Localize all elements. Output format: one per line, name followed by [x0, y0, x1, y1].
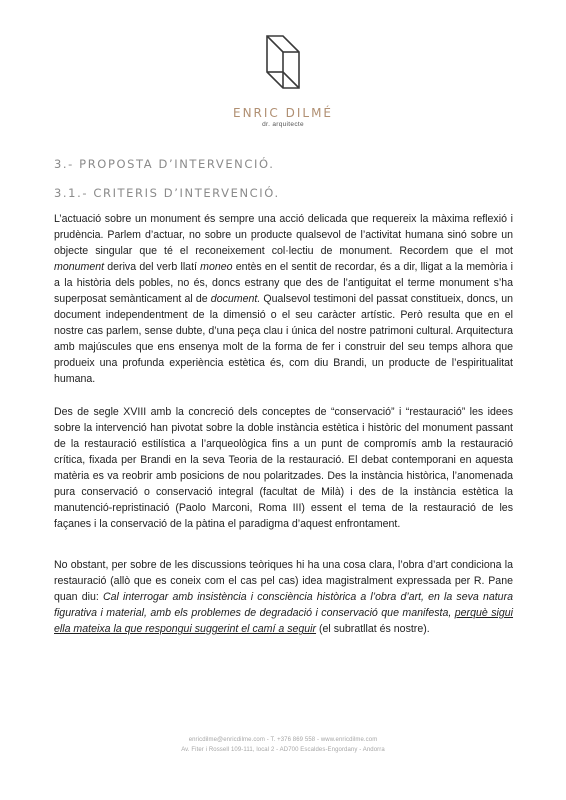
brand-subtitle: dr. arquitecte	[262, 121, 304, 128]
subsection-heading: 3.1.- CRITERIS D’INTERVENCIÓ.	[54, 186, 280, 200]
letterhead	[0, 34, 566, 128]
emphasis-monument: monument	[54, 261, 105, 274]
quote-text: Cal interrogar amb insistència i consciència històrica a l’obra d’art, en la seva natura figurativa i material, amb els problemes de degradació i conservació que manifesta,	[54, 591, 513, 620]
paragraph-monument: L’actuació sobre un monument és sempre una acció delicada que requereix la màxima reflexió i prudència. Parlem d’actuar, no sobre un producte qualsevol de l’activitat humana sinó sobre un objecte singular que té el reconeixement col·lectiu de monument. Recordem que el mot monument deriva del verb llatí moneo entès en el sentit de recordar, és a dir, lligat a la memòria i a la història dels pobles, no és, doncs estrany que des de l’antiguitat el terme monument s’ha superposat semànticament al de document. Qualsevol testimoni del passat constitueix, doncs, un document independentment de la dimensió o el seu caràcter artístic. Però resulta que en el nostre cas parlem, sense dubte, d’una peça clau i única del nostre patrimoni cultural. Arquitectura amb majúscules que ens ensenya molt de la forma de fer i construir del seu temps alhora que produeix una profunda experiència estètica és, com diu Brandi, un producte de l’espiritualitat humana.	[54, 213, 513, 386]
footer-address: Av. Fiter i Rossell 109-111, local 2 - AD700 Escaldes-Engordany - Andorra	[181, 747, 385, 753]
emphasis-moneo: moneo	[200, 261, 233, 274]
paragraph-history: Des de segle XVIII amb la concreció dels conceptes de “conservació” i “restauració” les idees sobre la intervenció han pivotat sobre la doble instància estètica i històric del monument passant de la restauració estilística a l’arqueològica fins a un punt de compromís amb la restauració crítica, fixada per Brandi en la seva Teoria de la restauració. El debat contemporani en aquesta matèria es va reobrir amb posicions de nou polaritzades. Des la instància històrica, l’anomenada pura conservació o conservació integral (facultat de Milà) i des de la instància estètica la manutenció-repristinació (Paolo Marconi, Roma III) essent el tema de la restauració de les façanes i la conservació de la pàtina el paradigma d’aquest enfrontament.	[54, 406, 513, 531]
section-heading: 3.- PROPOSTA D’INTERVENCIÓ.	[54, 157, 275, 171]
footer-contact: enricdilme@enricdilme.com - T. +376 869 558 - www.enricdilme.com	[188, 737, 378, 743]
monogram-ed-icon	[263, 34, 303, 90]
paragraph-pane-quote: No obstant, per sobre de les discussions teòriques hi ha una cosa clara, l’obra d’art condiciona la restauració (allò que es coneix com el cas pel cas) idea magistralment expressada per R. Pane quan diu: Cal interrogar amb insistència i consciència històrica a l’obra d’art, en la seva natura figurativa i material, amb els problemes de degradació i conservació que manifesta, perquè sigui ella mateixa la que respongui suggerint el camí a seguir (el subratllat és nostre).	[54, 559, 514, 636]
emphasis-document: document.	[210, 293, 261, 306]
underlined-quote: perquè sigui ella mateixa la que respongui suggerint el camí a seguir	[54, 607, 514, 636]
brand-name: ENRIC DILMÉ	[232, 106, 334, 120]
